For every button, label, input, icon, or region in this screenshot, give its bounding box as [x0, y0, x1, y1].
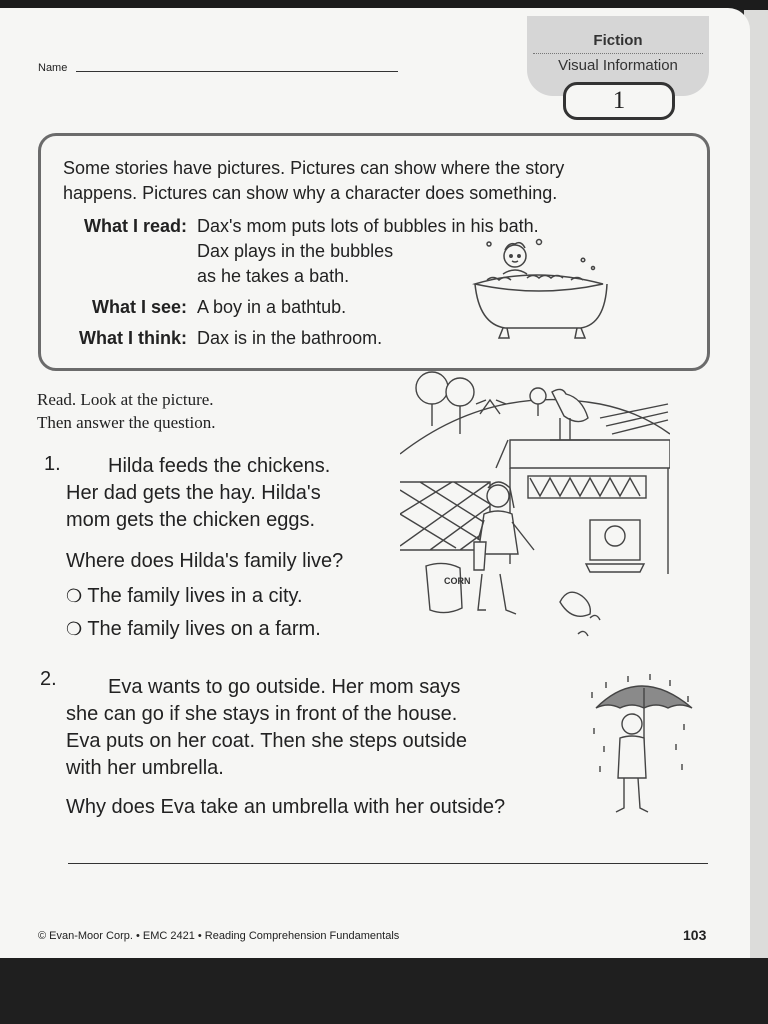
- what-i-see-value: A boy in a bathtub.: [197, 297, 347, 317]
- question-1-number: 1.: [44, 453, 61, 475]
- directions: [37, 388, 215, 434]
- what-i-think-label: What I think:: [79, 328, 187, 348]
- intro-text: [63, 156, 663, 206]
- what-i-see-label: What I see:: [91, 297, 187, 317]
- option-label: The family lives on a farm.: [87, 618, 321, 640]
- question-2-number: 2.: [40, 668, 57, 690]
- tab-divider: [533, 53, 703, 54]
- question-1-option-b[interactable]: [66, 616, 321, 643]
- radio-circle-icon[interactable]: ❍: [66, 586, 83, 606]
- passage-line: Eva puts on her coat. Then she steps outside: [66, 730, 467, 752]
- question-1-passage: [66, 453, 396, 534]
- passage-line: Eva wants to go outside. Her mom says: [108, 676, 461, 698]
- question-2-passage: [66, 674, 566, 782]
- directions-line: Read. Look at the picture.: [37, 390, 214, 409]
- passage-line: Her dad gets the hay. Hilda's: [66, 482, 321, 504]
- question-1-option-a[interactable]: [66, 583, 303, 610]
- lesson-number: 1: [563, 82, 675, 120]
- passage-line: with her umbrella.: [66, 757, 224, 779]
- intro-line: happens. Pictures can show why a character does something.: [63, 183, 558, 203]
- worksheet-page: [0, 8, 750, 960]
- page-number: 103: [683, 927, 707, 943]
- radio-circle-icon[interactable]: ❍: [66, 619, 83, 639]
- corn-bag-label: CORN: [444, 576, 471, 586]
- bathtub-illustration: [467, 234, 617, 356]
- umbrella-girl-illustration: [584, 668, 696, 818]
- what-i-read-line: as he takes a bath.: [197, 266, 350, 286]
- name-label: Name: [38, 62, 68, 74]
- intro-line: Some stories have pictures. Pictures can show where the story: [63, 158, 565, 178]
- directions-line: Then answer the question.: [37, 413, 216, 432]
- farm-illustration: [400, 364, 670, 646]
- question-1-prompt: Where does Hilda's family live?: [66, 550, 344, 572]
- passage-line: Hilda feeds the chickens.: [108, 455, 331, 477]
- name-line: [76, 71, 398, 72]
- footer-credit: © Evan-Moor Corp. • EMC 2421 • Reading Comprehension Fundamentals: [38, 930, 400, 942]
- what-i-read-label: What I read:: [83, 216, 187, 236]
- question-2-prompt: Why does Eva take an umbrella with her outside?: [66, 796, 506, 818]
- passage-line: she can go if she stays in front of the house.: [66, 703, 458, 725]
- option-label: The family lives in a city.: [87, 585, 303, 607]
- scan-bottom-edge: [0, 958, 768, 1024]
- passage-line: mom gets the chicken eggs.: [66, 509, 316, 531]
- intro-box: [38, 133, 710, 371]
- what-i-read-line: Dax plays in the bubbles: [197, 241, 394, 261]
- section-title: Fiction: [593, 32, 643, 49]
- section-subtitle: Visual Information: [558, 57, 678, 74]
- what-i-read-line: Dax's mom puts lots of bubbles in his bath.: [197, 216, 539, 236]
- what-i-think-value: Dax is in the bathroom.: [197, 328, 383, 348]
- answer-line[interactable]: [68, 863, 708, 864]
